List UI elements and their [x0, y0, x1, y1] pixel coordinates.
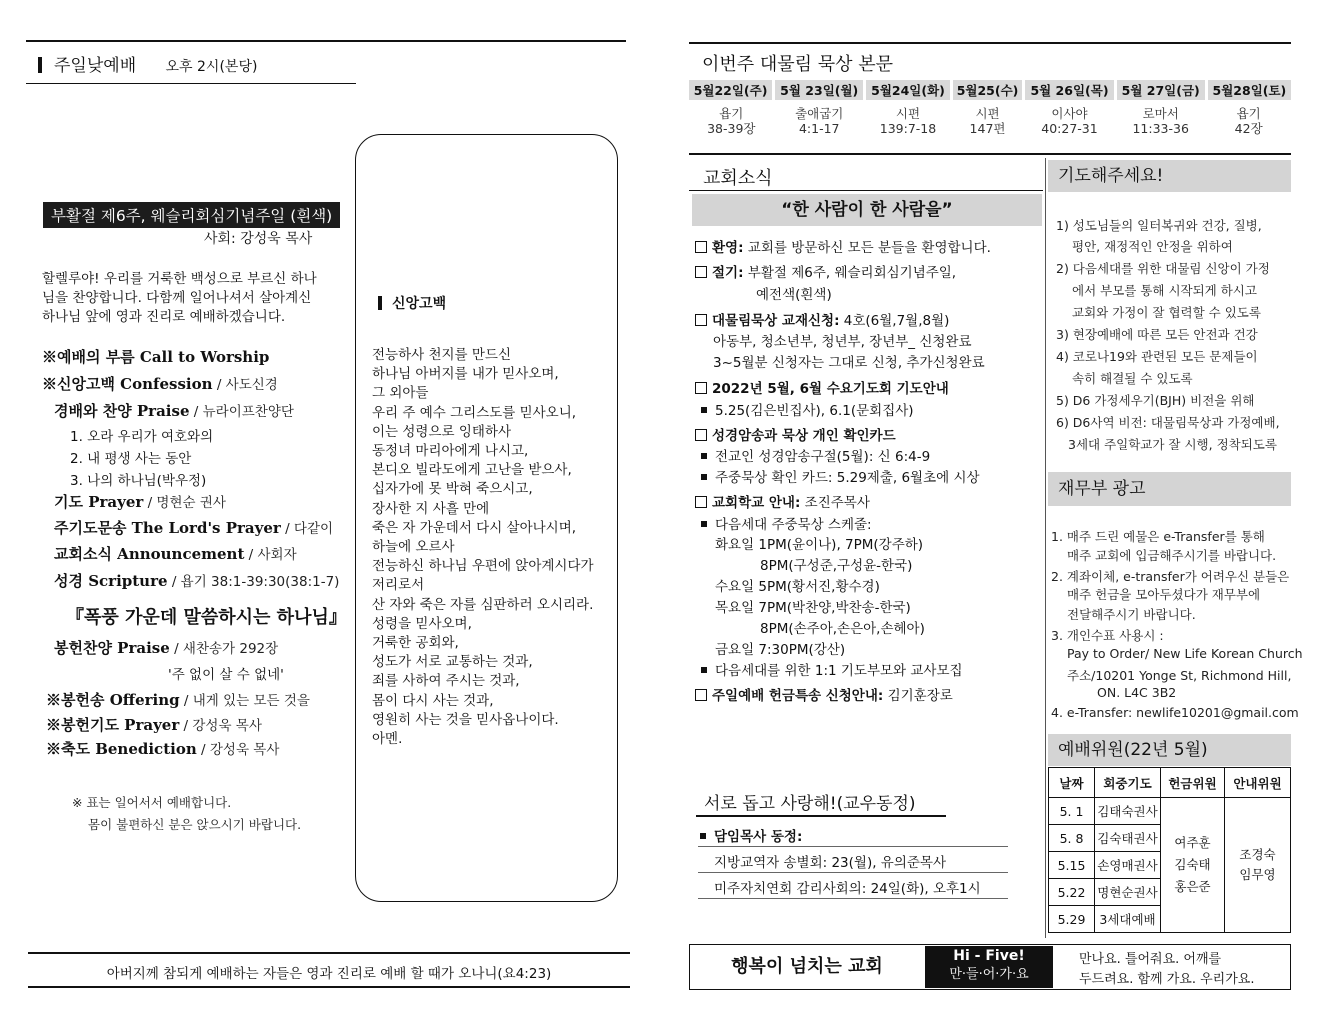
song-title: '주 없이 살 수 없네'	[168, 667, 284, 683]
duty-roster	[1048, 767, 1291, 933]
news-item-text: 다음세대 주중묵상 스케줄:	[715, 517, 872, 533]
schedule-date: 5월25(수)	[951, 80, 1024, 100]
checkbox-icon	[695, 382, 707, 394]
order-label: 성경 Scripture	[54, 572, 168, 590]
order-detail: / 강성욱 목사	[196, 742, 280, 758]
bullet-icon	[701, 407, 707, 413]
schedule-date: 5월24일(화)	[865, 80, 951, 100]
finance-line: ON. L4C 3B2	[1097, 685, 1177, 700]
praise-song	[70, 447, 191, 467]
schedule-date-row	[689, 80, 1291, 100]
fellowship-head	[700, 825, 802, 845]
finance-line: Pay to Order/ New Life Korean Church	[1067, 646, 1303, 661]
schedule-date: 5월 26일(목)	[1024, 80, 1115, 100]
order-item	[46, 714, 262, 735]
news-item-label: 주일예배 헌금특송 신청안내:	[712, 688, 884, 704]
note-line: ※ 표는 일어서서 예배합니다.	[72, 795, 232, 810]
creed-line: 성도가 서로 교통하는 것과,	[372, 654, 533, 671]
fellowship-rule	[698, 872, 1008, 873]
order-detail: / 새찬송가 292장	[169, 641, 279, 657]
order-label: 주기도문송 The Lord's Prayer	[54, 519, 281, 537]
news-item-label: 절기:	[712, 265, 744, 281]
sermon-title	[66, 603, 347, 629]
reading-book: 출애굽기	[795, 106, 844, 121]
news-item	[697, 466, 980, 486]
intro-line: 하나님 앞에 영과 진리로 예배하겠습니다.	[42, 309, 286, 325]
duty-header: 회중기도	[1095, 768, 1161, 798]
header-rule	[26, 83, 356, 84]
schedule-reading	[1024, 100, 1115, 136]
duty-date: 5.29	[1049, 906, 1095, 933]
order-label: ※신앙고백 Confession	[42, 375, 213, 393]
order-item	[46, 738, 279, 759]
creed-line: 몸이 다시 사는 것과,	[372, 692, 494, 709]
creed-line: 전능하사 천지를 만드신	[372, 347, 511, 363]
fellowship-rule	[698, 898, 1008, 899]
news-item	[695, 309, 949, 329]
usher-member: 조경숙	[1239, 847, 1276, 862]
creed-line: 죽은 자 가운데서 다시 살아나시며,	[372, 519, 577, 536]
prayer-line: 교회와 가정이 잘 협력할 수 있도록	[1072, 305, 1261, 320]
creed-line: 죄를 사하여 주시는 것과,	[372, 673, 520, 690]
news-item-text: 금요일 7:30PM(강산)	[715, 642, 846, 658]
finance-line: 주소/10201 Yonge St, Richmond Hill,	[1067, 668, 1292, 683]
duty-prayer: 김숙태권사	[1095, 825, 1161, 852]
duty-header: 날짜	[1049, 768, 1095, 798]
finance-line: 3. 개인수표 사용시 :	[1051, 628, 1164, 643]
duty-prayer: 손영매권사	[1095, 852, 1161, 879]
order-label: ※예배의 부름 Call to Worship	[42, 348, 270, 366]
news-item	[695, 236, 991, 256]
prayer-title: 기도해주세요!	[1048, 160, 1291, 192]
reading-book: 욥기	[1236, 106, 1261, 121]
prayer-line: 4) 코로나19와 관련된 모든 문제들이	[1056, 349, 1258, 364]
news-item	[697, 513, 872, 533]
order-detail: / 뉴라이프찬양단	[189, 404, 294, 420]
finance-title: 재무부 광고	[1048, 472, 1291, 506]
duty-prayer: 김태숙권사	[1095, 798, 1161, 825]
creed-line: 거룩한 공회와,	[372, 635, 459, 652]
order-label: 기도 Prayer	[54, 493, 144, 511]
hi-five-motto	[1079, 950, 1255, 990]
news-item-label: 환영:	[712, 240, 744, 256]
offering-member: 여주훈	[1174, 835, 1211, 850]
reading-book: 욥기	[719, 106, 744, 121]
news-item-text: 8PM(구성준,구성윤-한국)	[760, 558, 913, 574]
reading-book: 이사야	[1051, 106, 1088, 121]
order-item	[54, 570, 339, 591]
column-divider	[1045, 158, 1046, 938]
schedule-date: 5월 27일(금)	[1115, 80, 1206, 100]
news-item-text: 3~5월분 신청자는 그대로 신청, 추가신청완료	[713, 355, 985, 371]
schedule-date: 5월22일(주)	[689, 80, 774, 100]
song-title: 3. 나의 하나님(박우정)	[70, 473, 207, 489]
finance-line: 전달해주시기 바랍니다.	[1067, 607, 1196, 622]
top-rule	[26, 40, 626, 42]
fellowship-title: 서로 돕고 사랑해!(교우동정)	[704, 794, 916, 814]
news-item-label: 대물림묵상 교재신청:	[712, 313, 840, 329]
reading-ref: 40:27-31	[1041, 121, 1098, 136]
order-label: 경배와 찬양 Praise	[54, 402, 190, 420]
creed-line: 하늘에 오르사	[372, 539, 455, 556]
order-detail: / 다같이	[280, 521, 334, 537]
creed-line: 산 자와 죽은 자를 심판하러 오시리라.	[372, 596, 594, 613]
schedule-reading	[1115, 100, 1206, 136]
news-item-text: 다음세대를 위한 1:1 기도부모와 교사모집	[715, 663, 963, 679]
checkbox-icon	[695, 689, 707, 701]
news-item-text: 화요일 1PM(윤이나), 7PM(강주하)	[715, 537, 924, 553]
order-label: ※봉헌송 Offering	[46, 691, 180, 709]
intro-line: 님을 찬양합니다. 다함께 일어나셔서 살아계신	[42, 290, 312, 306]
bullet-icon	[701, 521, 707, 527]
reading-book: 시편	[895, 106, 921, 121]
news-slogan: “한 사람이 한 사람을”	[692, 194, 1042, 226]
news-item	[695, 684, 953, 704]
standing-note	[72, 792, 301, 836]
reading-ref: 11:33-36	[1132, 121, 1189, 136]
checkbox-icon	[695, 496, 707, 508]
order-label: ※봉헌기도 Prayer	[46, 716, 180, 734]
news-item-text: 부활절 제6주, 웨슬리회심기념주일,	[743, 265, 957, 281]
news-item-text: 조진주목사	[800, 495, 870, 511]
news-item	[697, 445, 930, 465]
schedule-reading	[774, 100, 865, 136]
news-item	[695, 377, 949, 397]
checkbox-icon	[695, 314, 707, 326]
reading-schedule	[689, 80, 1291, 136]
sermon-title-text: 『폭풍 가운데 말씀하시는 하나님』	[66, 607, 347, 628]
offertory-song	[168, 663, 284, 683]
table-row	[1049, 798, 1291, 825]
prayer-line: 에서 부모를 통해 시작되게 하시고	[1072, 283, 1257, 298]
news-item-text: 수요일 5PM(황서진,황수경)	[715, 579, 880, 595]
order-label: 교회소식 Announcement	[54, 545, 245, 563]
schedule-reading	[689, 100, 774, 136]
duty-header-row	[1049, 768, 1291, 798]
news-title-rule	[689, 190, 1043, 191]
motto-line: 만나요. 틀어줘요. 어깨를	[1079, 952, 1222, 967]
prayer-line: 3) 현장예배에 따른 모든 안전과 건강	[1056, 327, 1258, 342]
news-item	[695, 491, 870, 511]
finance-line: 1. 매주 드린 예물은 e-Transfer를 통해	[1051, 529, 1265, 544]
section-bar-icon	[378, 296, 382, 310]
schedule-rule	[689, 153, 1291, 155]
reading-title: 이번주 대물림 묵상 본문	[702, 54, 894, 75]
intro-line: 할렐루야! 우리를 거룩한 백성으로 부르신 하나	[42, 271, 317, 287]
creed-line: 우리 주 예수 그리스도를 믿사오니,	[372, 404, 577, 421]
creed-line: 전능하신 하나님 우편에 앉아계시다가	[372, 558, 594, 575]
reading-ref: 42장	[1234, 121, 1263, 136]
prayer-line: 속히 해결될 수 있도록	[1072, 371, 1193, 386]
schedule-reading-row	[689, 100, 1291, 136]
prayer-line: 2) 다음세대를 위한 대물림 신앙이 가정	[1056, 261, 1270, 276]
reading-book: 로마서	[1142, 106, 1179, 121]
hi-five-sub: 만·들·어·가·요	[949, 967, 1029, 982]
creed-line: 성령을 믿사오며,	[372, 615, 472, 632]
duty-header: 헌금위원	[1161, 768, 1225, 798]
news-item	[697, 399, 914, 419]
note-line: 몸이 불편하신 분은 앉으시기 바랍니다.	[88, 817, 302, 832]
order-item	[42, 346, 269, 367]
creed-line: 영원히 사는 것을 믿사옵나이다.	[372, 711, 559, 728]
creed-text	[372, 346, 594, 749]
hi-five-badge	[925, 946, 1053, 988]
praise-song	[70, 425, 213, 445]
reading-ref: 147편	[969, 121, 1006, 136]
service-time: 오후 2시(본당)	[165, 59, 258, 75]
duty-date: 5.22	[1049, 879, 1095, 906]
intro-text	[42, 270, 317, 327]
news-item-text: 4호(6월,7월,8월)	[839, 313, 950, 329]
finance-line: 2. 계좌이체, e-transfer가 어려우신 분들은	[1051, 569, 1290, 584]
offering-member: 김숙태	[1174, 857, 1211, 872]
news-item-label: 성경암송과 묵상 개인 확인카드	[712, 428, 896, 444]
order-label: 봉헌찬양 Praise	[54, 639, 170, 657]
reading-ref: 139:7-18	[879, 121, 937, 136]
fellowship-title-rule	[696, 815, 946, 817]
fellowship-head-text: 담임목사 동정:	[714, 829, 803, 845]
news-item-text: 예전색(흰색)	[756, 287, 832, 303]
footer-verse: 아버지께 참되게 예배하는 자들은 영과 진리로 예배 할 때가 오나니(요4:23)	[106, 966, 552, 982]
order-item	[54, 637, 278, 658]
duty-prayer: 3세대예배	[1095, 906, 1161, 933]
news-item-label: 2022년 5월, 6월 수요기도회 기도안내	[712, 381, 949, 397]
praise-song	[70, 469, 206, 489]
schedule-date: 5월 23일(월)	[774, 80, 865, 100]
order-detail: / 욥기 38:1-39:30(38:1-7)	[167, 574, 340, 590]
reading-ref: 4:1-17	[798, 121, 840, 136]
prayer-line: 5) D6 가정세우기(BJH) 비전을 위해	[1056, 393, 1255, 408]
creed-heading	[378, 293, 446, 313]
news-title: 교회소식	[703, 168, 773, 189]
prayer-line: 1) 성도님들의 일터복귀와 건강, 질병,	[1056, 218, 1262, 233]
prayer-line: 3세대 주일학교가 잘 시행, 정착되도록	[1068, 437, 1277, 452]
schedule-reading	[1206, 100, 1291, 136]
duty-date: 5. 8	[1049, 825, 1095, 852]
schedule-date: 5월28일(토)	[1206, 80, 1291, 100]
prayer-line: 6) D6사역 비전: 대물림묵상과 가정예배,	[1056, 415, 1280, 430]
motto-line: 두드려요. 함께 가요. 우리가요.	[1079, 972, 1255, 987]
checkbox-icon	[695, 266, 707, 278]
footer-rule-bottom	[28, 986, 630, 988]
order-item	[54, 517, 333, 538]
creed-title: 신앙고백	[392, 296, 447, 312]
service-header	[38, 51, 257, 76]
news-item-text: 전교인 성경암송구절(5월): 신 6:4-9	[715, 449, 931, 465]
bullet-icon	[700, 833, 706, 839]
duty-date: 5. 1	[1049, 798, 1095, 825]
creed-line: 이는 성령으로 잉태하사	[372, 423, 511, 440]
reading-ref: 38-39장	[707, 121, 756, 136]
bullet-icon	[701, 667, 707, 673]
creed-line: 아멘.	[372, 731, 403, 748]
news-item-text: 아동부, 청소년부, 청년부, 장년부_ 신청완료	[713, 334, 972, 350]
duty-header: 안내위원	[1225, 768, 1291, 798]
fellowship-rule	[698, 846, 1008, 847]
liturgical-banner: 부활절 제6주, 웨슬리회심기념주일 (흰색)	[43, 202, 340, 228]
creed-line: 장사한 지 사흘 만에	[372, 500, 490, 517]
order-label: ※축도 Benediction	[46, 740, 197, 758]
creed-line: 저리로서	[372, 577, 425, 594]
order-detail: / 내게 있는 모든 것을	[179, 693, 310, 709]
order-item	[54, 491, 226, 512]
order-item	[46, 689, 310, 710]
duty-offering	[1161, 798, 1225, 933]
fellowship-item: 지방교역자 송별회: 23(월), 유의준목사	[714, 855, 946, 871]
bullet-icon	[701, 453, 707, 459]
news-item-text: 8PM(손주아,손은아,손헤아)	[760, 621, 925, 637]
section-bar-icon	[38, 57, 42, 73]
duty-title: 예배위원(22년 5월)	[1048, 734, 1291, 766]
order-item	[42, 373, 278, 394]
duty-date: 5.15	[1049, 852, 1095, 879]
finance-line: 매주 헌금을 모아두셨다가 재무부에	[1067, 587, 1261, 602]
news-item-text: 김기훈장로	[883, 688, 953, 704]
duty-usher	[1225, 798, 1291, 933]
duty-prayer: 명현순권사	[1095, 879, 1161, 906]
creed-line: 동정녀 마리아에게 나시고,	[372, 443, 529, 460]
reading-book: 시편	[975, 106, 1000, 121]
service-title: 주일낮예배	[54, 56, 137, 76]
finance-line: 4. e-Transfer: newlife10201@gmail.com	[1051, 705, 1299, 720]
schedule-reading	[865, 100, 951, 136]
offering-member: 홍은준	[1174, 879, 1211, 894]
news-item	[695, 424, 896, 444]
order-detail: / 사도신경	[212, 377, 278, 393]
news-item	[695, 261, 956, 281]
news-item-text: 교회를 방문하신 모든 분들을 환영합니다.	[743, 240, 991, 256]
order-item	[54, 400, 294, 421]
checkbox-icon	[695, 241, 707, 253]
order-detail: / 사회자	[244, 547, 297, 563]
song-title: 1. 오라 우리가 여호와의	[70, 429, 214, 445]
creed-line: 십자가에 못 박혀 죽으시고,	[372, 481, 533, 498]
footer-rule-top	[28, 952, 630, 954]
prayer-line: 평안, 재정적인 안정을 위하여	[1072, 239, 1233, 254]
news-item-text: 목요일 7PM(박찬양,박찬송-한국)	[715, 600, 911, 616]
song-title: 2. 내 평생 사는 동안	[70, 451, 192, 467]
creed-line: 본디오 빌라도에게 고난을 받으사,	[372, 462, 572, 479]
order-detail: / 명현순 권사	[143, 495, 226, 511]
creed-line: 그 외아들	[372, 385, 429, 402]
news-item	[697, 659, 963, 679]
news-item-text: 주중묵상 확인 카드: 5.29제출, 6월초에 시상	[715, 470, 980, 486]
hi-five-text: Hi - Five!	[953, 948, 1025, 964]
bullet-icon	[701, 474, 707, 480]
presider: 사회: 강성욱 목사	[204, 231, 313, 247]
finance-line: 매주 교회에 입금해주시기를 바랍니다.	[1067, 548, 1277, 563]
order-detail: / 강성욱 목사	[179, 718, 262, 734]
church-slogan: 행복이 넘치는 교회	[731, 956, 883, 977]
news-item-label: 교회학교 안내:	[712, 495, 801, 511]
fellowship-item: 미주자치연회 감리사회의: 24일(화), 오후1시	[714, 881, 981, 897]
top-rule	[689, 42, 1291, 44]
checkbox-icon	[695, 429, 707, 441]
order-item	[54, 543, 297, 564]
schedule-reading	[951, 100, 1024, 136]
usher-member: 임무영	[1239, 867, 1276, 882]
creed-line: 하나님 아버지를 내가 믿사오며,	[372, 366, 559, 383]
news-item-text: 5.25(김은빈집사), 6.1(문회집사)	[715, 403, 914, 419]
